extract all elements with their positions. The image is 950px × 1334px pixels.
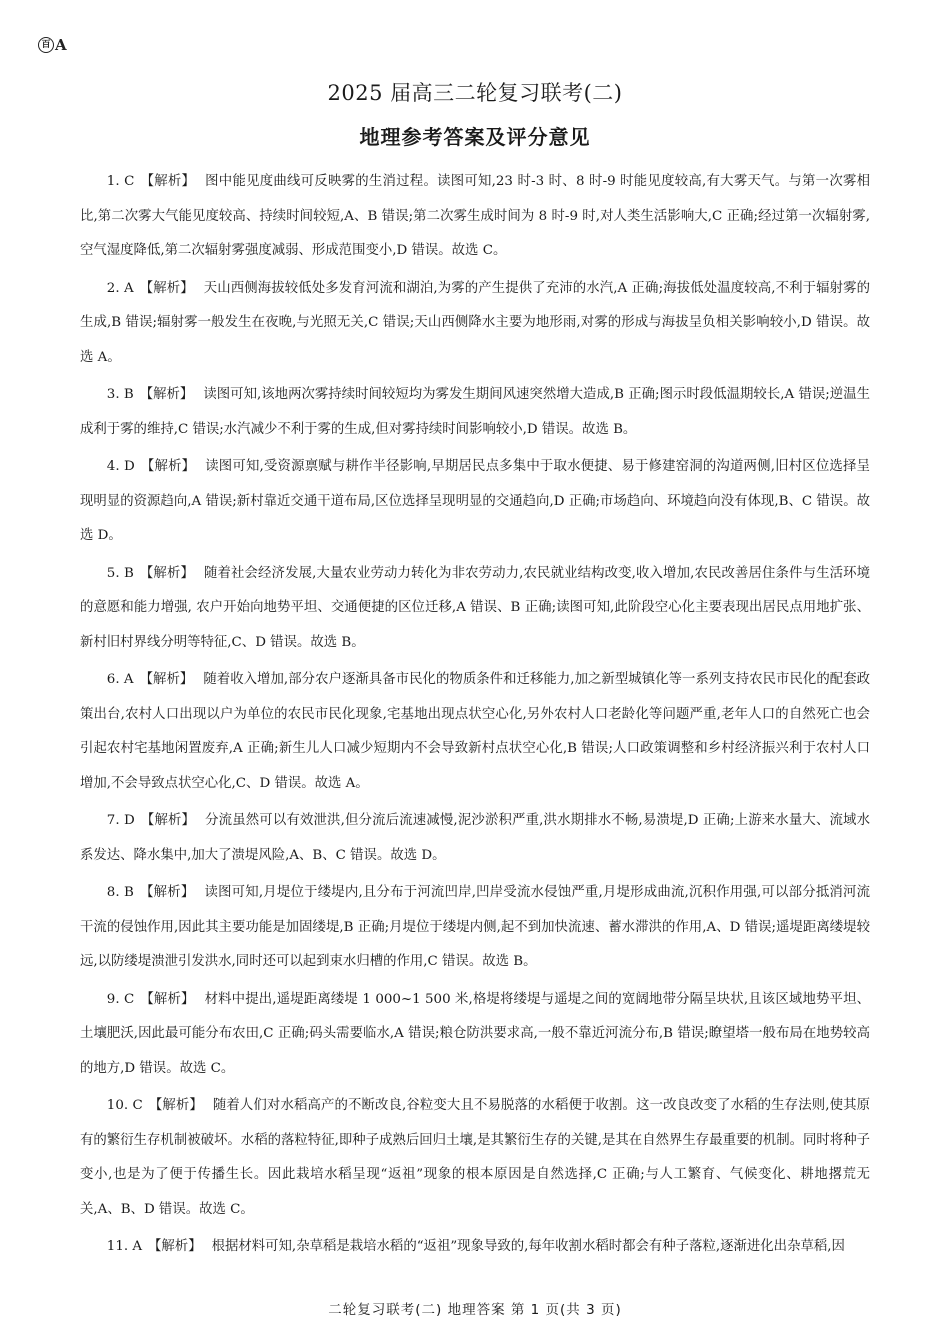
answer-number: 4. D bbox=[106, 459, 135, 474]
answer-text: 随着社会经济发展,大量农业劳动力转化为非农劳动力,农民就业结构改变,收入增加,农民改善居住条件与生活环境的意愿和能力增强, 农户开始向地势平坦、交通便捷的区位迁移,A 错误、B 正确;读图可知,此阶段空心化主要表现出居民点用地扩张、新村旧村界线分明等特征,C、D 错误。故选 B。 bbox=[80, 565, 871, 650]
analysis-tag: 【解析】 bbox=[140, 813, 196, 828]
answer-text: 读图可知,该地两次雾持续时间较短均为雾发生期间风速突然增大造成,B 正确;图示时段低温期较长,A 错误;逆温生成利于雾的维持,C 错误;水汽减少不利于雾的生成,但对雾持续时间影响较小,D 错误。故选 B。 bbox=[80, 387, 871, 437]
answer-item-3 bbox=[80, 378, 870, 447]
answer-text: 分流虽然可以有效泄洪,但分流后流速减慢,泥沙淤积严重,洪水期排水不畅,易溃堤,D 正确;上游来水量大、流域水系发达、降水集中,加大了溃堤风险,A、B、C 错误。故选 D。 bbox=[80, 813, 870, 863]
answer-item-5 bbox=[80, 557, 870, 661]
analysis-tag: 【解析】 bbox=[139, 885, 195, 900]
answer-item-11 bbox=[80, 1230, 870, 1265]
answer-number: 10. C bbox=[106, 1098, 143, 1113]
answer-item-1 bbox=[80, 165, 870, 269]
answer-item-4 bbox=[80, 450, 870, 554]
corner-logo-mark bbox=[38, 36, 67, 54]
answer-number: 1. C bbox=[106, 174, 135, 189]
analysis-tag: 【解析】 bbox=[140, 991, 195, 1007]
analysis-tag: 【解析】 bbox=[148, 1098, 203, 1113]
answer-text: 材料中提出,遥堤距离缕堤 1 000~1 500 米,格堤将缕堤与遥堤之间的宽阔地带分隔呈块状,且该区域地势平坦、土壤肥沃,因此最可能分布农田,C 正确;码头需要临水,A 错误;粮仓防洪要求高,一般不靠近河流分布,B 错误;瞭望塔一般布局在地势较高的地方,D 错误。故选 C。 bbox=[80, 991, 871, 1076]
answer-text: 图中能见度曲线可反映雾的生消过程。读图可知,23 时-3 时、8 时-9 时能见度较高,有大雾天气。与第一次雾相比,第二次雾大气能见度较高、持续时间较短,A、B 错误;第二次雾生成时间为 8 时-9 时,对人类生活影响大,C 正确;经过第一次辐射雾,空气湿度降低,第二次辐射雾强度减弱、形成范围变小,D 错误。故选 C。 bbox=[80, 174, 870, 258]
analysis-tag: 【解析】 bbox=[139, 387, 194, 402]
answer-item-9 bbox=[80, 983, 870, 1087]
answer-number: 11. A bbox=[106, 1239, 143, 1254]
answer-number: 2. A bbox=[106, 280, 134, 296]
analysis-tag: 【解析】 bbox=[139, 280, 194, 296]
seal-icon: 百 bbox=[38, 37, 54, 53]
analysis-tag: 【解析】 bbox=[140, 174, 196, 189]
analysis-tag: 【解析】 bbox=[139, 672, 194, 687]
answer-text: 读图可知,受资源禀赋与耕作半径影响,早期居民点多集中于取水便捷、易于修建窑洞的沟道两侧,旧村区位选择呈现明显的资源趋向,A 错误;新村靠近交通干道布局,区位选择呈现明显的交通趋向,D 正确;市场趋向、环境趋向没有体现,B、C 错误。故选 D。 bbox=[80, 459, 870, 543]
corner-letter: A bbox=[55, 36, 67, 54]
page-subtitle: 地理参考答案及评分意见 bbox=[359, 125, 591, 149]
answer-item-10 bbox=[80, 1089, 870, 1227]
answer-text: 随着人们对水稻高产的不断改良,谷粒变大且不易脱落的水稻便于收割。这一改良改变了水稻的生存法则,使其原有的繁衍生存机制被破坏。水稻的落粒特征,即种子成熟后回归土壤,是其繁衍生存的关键,是其在自然界生存最重要的机制。同时将种子变小,也是为了便于传播生长。因此栽培水稻呈现“返祖”现象的根本原因是自然选择,C 正确;与人工繁育、气候变化、耕地撂荒无关,A、B、D 错误。故选 C。 bbox=[80, 1098, 870, 1217]
answer-text: 随着收入增加,部分农户逐渐具备市民化的物质条件和迁移能力,加之新型城镇化等一系列支持农民市民化的配套政策出台,农村人口出现以户为单位的农民市民化现象,宅基地出现点状空心化,另外农村人口老龄化等问题严重,老年人口的自然死亡也会引起农村宅基地闲置废弃,A 正确;新生儿人口减少短期内不会导致新村点状空心化,B 错误;人口政策调整和乡村经济振兴利于农村人口增加,不会导致点状空心化,C、D 错误。故选 A。 bbox=[80, 672, 871, 791]
page-footer: 二轮复习联考(二) 地理答案 第 1 页(共 3 页) bbox=[328, 1302, 622, 1318]
answer-number: 9. C bbox=[106, 991, 135, 1007]
answer-number: 8. B bbox=[106, 885, 134, 900]
answer-number: 3. B bbox=[106, 387, 134, 402]
answer-text: 读图可知,月堤位于缕堤内,且分布于河流凹岸,凹岸受流水侵蚀严重,月堤形成曲流,沉积作用强,可以部分抵消河流干流的侵蚀作用,因此其主要功能是加固缕堤,B 正确;月堤位于缕堤内侧,起不到加快流速、蓄水滞洪的作用,A、D 错误;遥堤距离缕堤较远,以防缕堤溃泄引发洪水,同时还可以起到束水归槽的作用,C 错误。故选 B。 bbox=[80, 885, 870, 969]
answer-number: 6. A bbox=[106, 672, 134, 687]
answer-item-2 bbox=[80, 272, 870, 376]
answer-text: 天山西侧海拔较低处多发育河流和湖泊,为雾的产生提供了充沛的水汽,A 正确;海拔低处温度较高,不利于辐射雾的生成,B 错误;辐射雾一般发生在夜晚,与光照无关,C 错误;天山西侧降水主要为地形雨,对雾的形成与海拔呈负相关影响较小,D 错误。故选 A。 bbox=[80, 280, 871, 365]
page-title: 2025 届高三二轮复习联考(二) bbox=[327, 81, 623, 105]
answer-number: 5. B bbox=[106, 565, 134, 581]
analysis-tag: 【解析】 bbox=[148, 1239, 202, 1254]
answer-text: 根据材料可知,杂草稻是栽培水稻的“返祖”现象导致的,每年收割水稻时都会有种子落粒,逐渐进化出杂草稻,因 bbox=[211, 1239, 845, 1254]
answer-item-8 bbox=[80, 876, 870, 980]
analysis-tag: 【解析】 bbox=[139, 565, 194, 581]
answer-number: 7. D bbox=[106, 813, 135, 828]
analysis-tag: 【解析】 bbox=[140, 459, 196, 474]
answer-item-7 bbox=[80, 804, 870, 873]
answer-list bbox=[80, 165, 870, 1268]
answer-item-6 bbox=[80, 663, 870, 801]
